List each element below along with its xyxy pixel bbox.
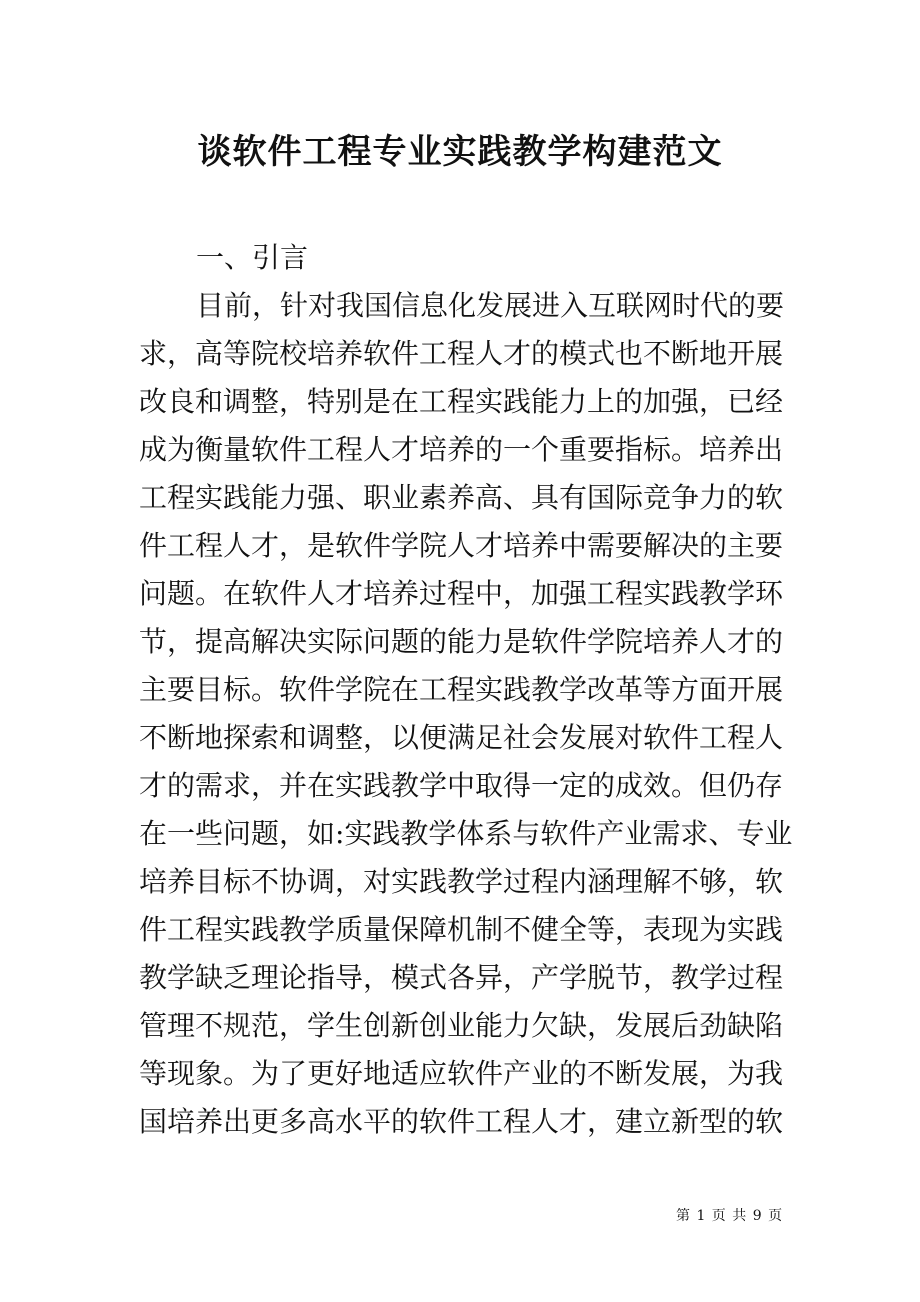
body-line: 管理不规范，学生创新创业能力欠缺，发展后劲缺陷: [139, 1009, 784, 1042]
body-line: 目前，针对我国信息化发展进入互联网时代的要: [196, 289, 785, 322]
body-line: 件工程实践教学质量保障机制不健全等，表现为实践: [139, 913, 784, 946]
body-line: 节，提高解决实际问题的能力是软件学院培养人才的: [139, 625, 784, 658]
body-line: 工程实践能力强、职业素养高、具有国际竞争力的软: [139, 481, 784, 514]
body-line: 主要目标。软件学院在工程实践教学改革等方面开展: [139, 673, 784, 706]
document-title: 谈软件工程专业实践教学构建范文: [197, 132, 723, 172]
body-line: 改良和调整，特别是在工程实践能力上的加强，已经: [139, 385, 784, 418]
body-line: 国培养出更多高水平的软件工程人才，建立新型的软: [139, 1105, 784, 1138]
body-line: 在一些问题，如:实践教学体系与软件产业需求、专业: [139, 817, 793, 850]
body-line: 等现象。为了更好地适应软件产业的不断发展，为我: [139, 1057, 784, 1090]
body-line: 培养目标不协调，对实践教学过程内涵理解不够，软: [139, 865, 784, 898]
body-line: 件工程人才，是软件学院人才培养中需要解决的主要: [139, 529, 784, 562]
body-line: 教学缺乏理论指导，模式各异，产学脱节，教学过程: [139, 961, 784, 994]
body-line: 成为衡量软件工程人才培养的一个重要指标。培养出: [139, 433, 784, 466]
body-line: 求，高等院校培养软件工程人才的模式也不断地开展: [139, 337, 784, 370]
page-number-footer: 第 1 页 共 9 页: [676, 1208, 784, 1224]
body-line: 不断地探索和调整，以便满足社会发展对软件工程人: [139, 721, 784, 754]
body-line: 才的需求，并在实践教学中取得一定的成效。但仍存: [139, 769, 784, 802]
body-text: [139, 282, 793, 1146]
body-line: 问题。在软件人才培养过程中，加强工程实践教学环: [139, 577, 784, 610]
section-heading: 一、引言: [196, 241, 309, 274]
